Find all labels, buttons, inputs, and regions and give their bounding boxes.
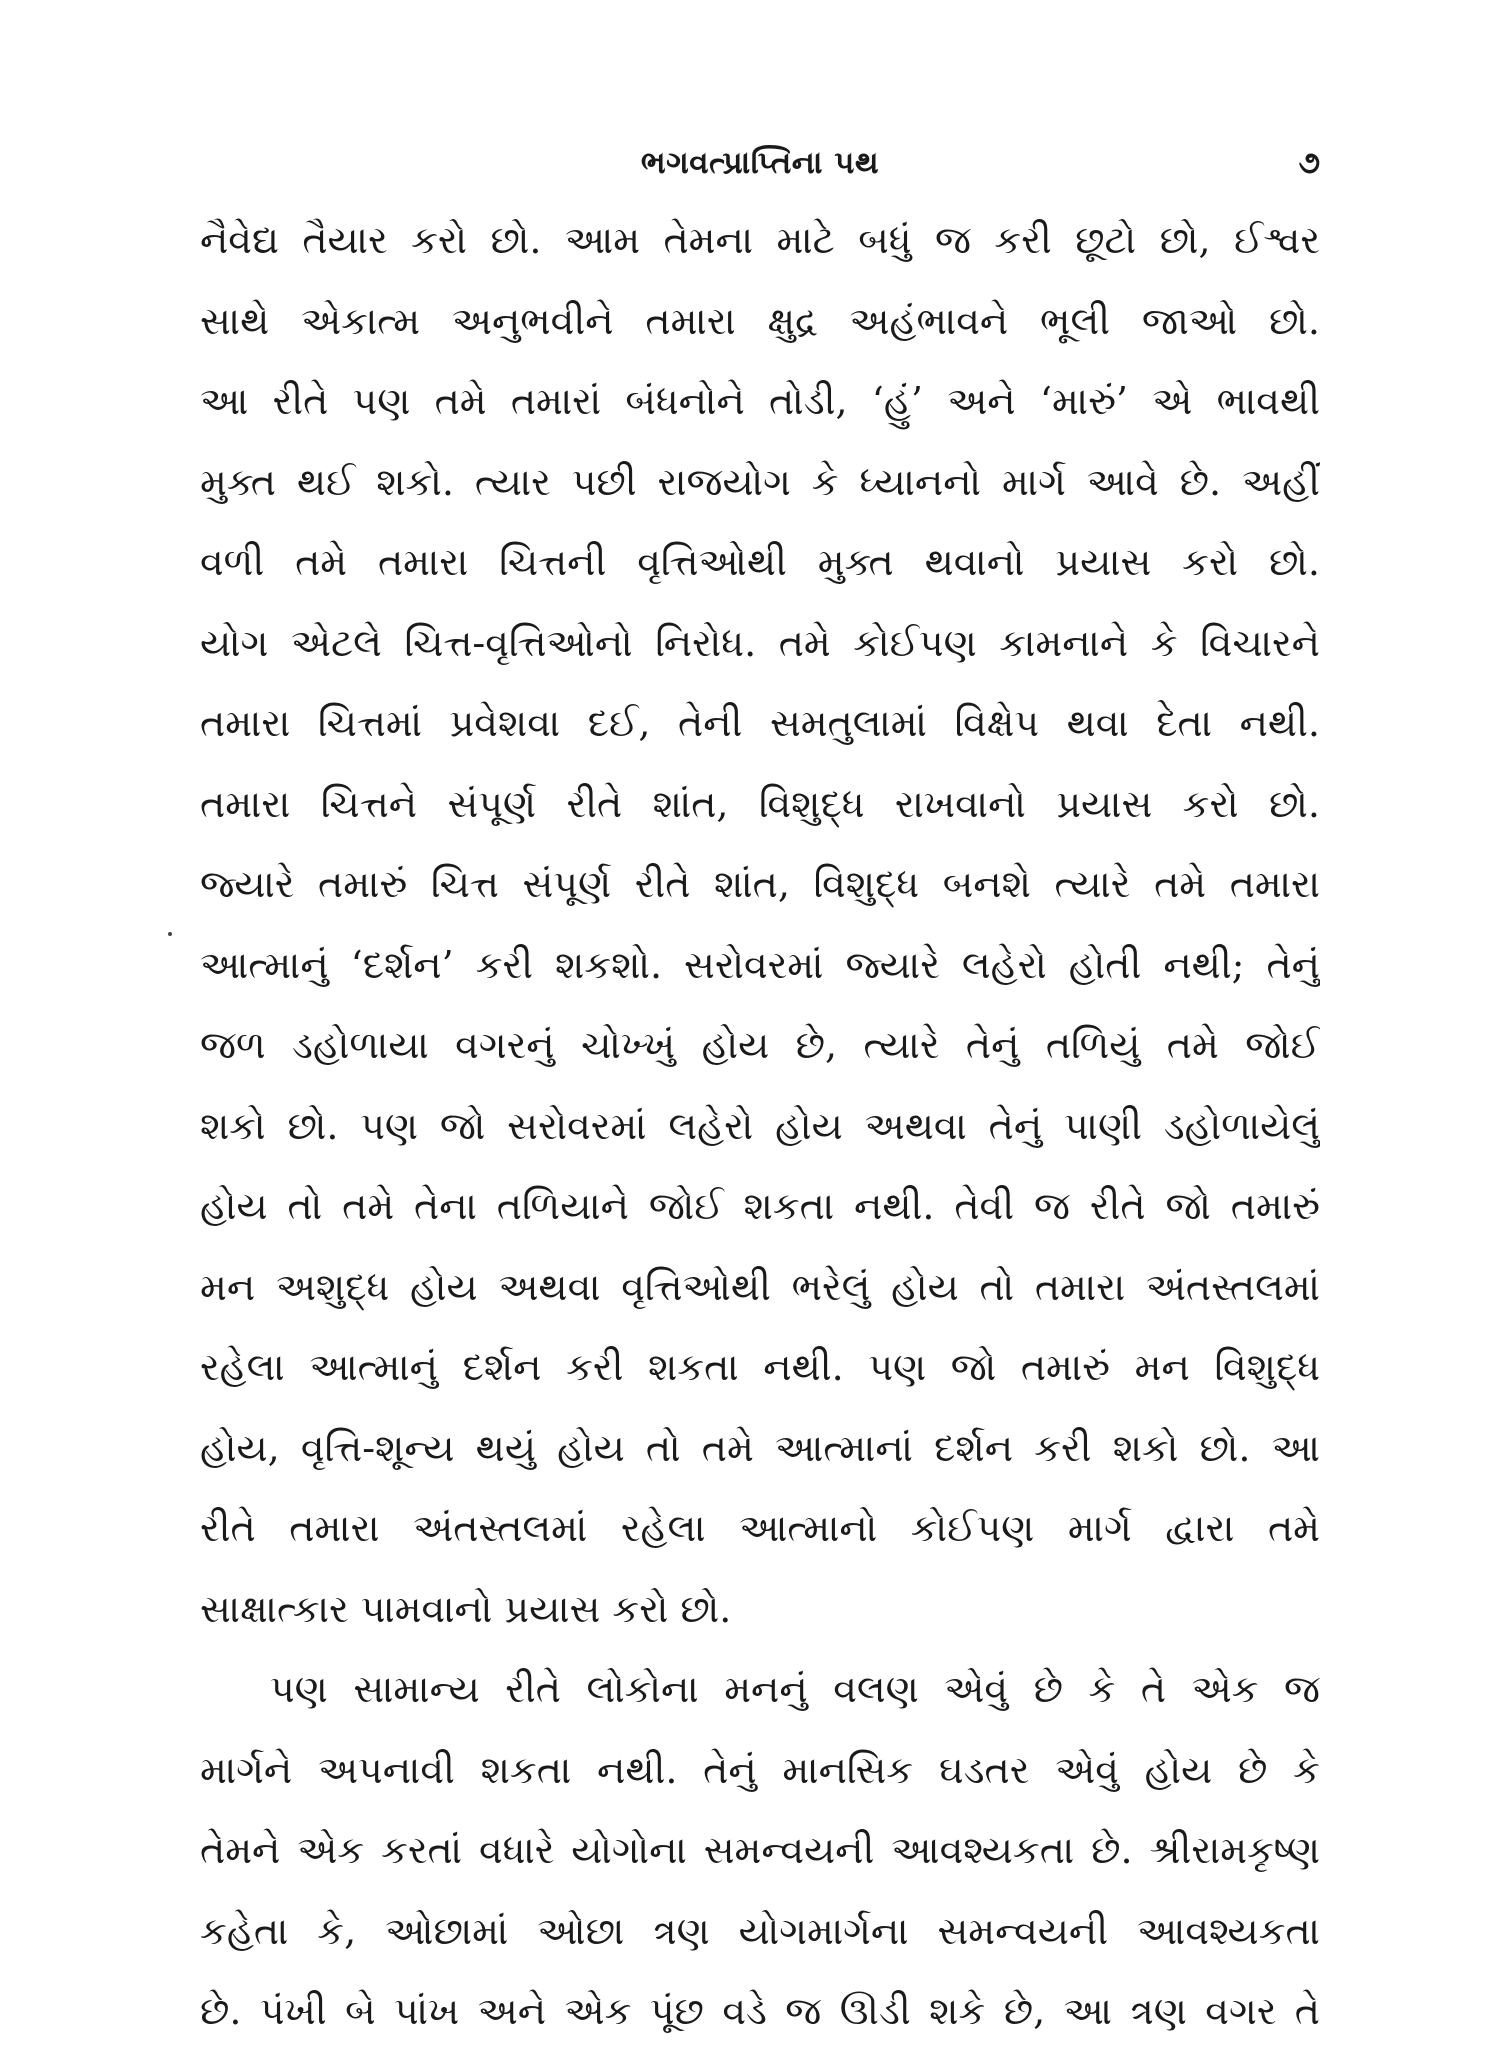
text-line: જળ ડહોળાયા વગરનું ચોખ્ખું હોય છે, ત્યારે તેનું તળિયું તમે જોઈ [200, 1023, 1320, 1067]
text-line: કહેતા કે, ઓછામાં ઓછા ત્રણ યોગમાર્ગના સમન્વયની આવશ્યકતા [200, 1908, 1320, 1953]
text-line: આ રીતે પણ તમે તમારાં બંધનોને તોડી, ‘હું’ અને ‘મારું’ એ ભાવથી [200, 379, 1320, 423]
text-line: માર્ગને અપનાવી શકતા નથી. તેનું માનસિક ઘડતર એવું હોય છે કે [200, 1747, 1320, 1792]
paragraph-1 [200, 200, 1320, 1649]
text-line: નૈવેદ્ય તૈયાર કરો છો. આમ તેમના માટે બધું જ કરી છૂટો છો, ઈશ્વર [200, 218, 1320, 262]
text-line: હોય, વૃત્તિ-શૂન્ય થયું હોય તો તમે આત્માનાં દર્શન કરી શકો છો. આ [200, 1425, 1320, 1470]
text-line: છે. પંખી બે પાંખ અને એક પૂંછ વડે જ ઊડી શકે છે, આ ત્રણ વગર તે [200, 1989, 1320, 2033]
text-line: આત્માનું ‘દર્શન’ કરી શકશો. સરોવરમાં જ્યારે લહેરો હોતી નથી; તેનું [200, 942, 1320, 987]
text-line: સાથે એકાત્મ અનુભવીને તમારા ક્ષુદ્ર અહંભાવને ભૂલી જાઓ છો. [200, 298, 1320, 343]
text-line: રહેલા આત્માનું દર્શન કરી શકતા નથી. પણ જો તમારું મન વિશુદ્ધ [200, 1345, 1320, 1389]
text-line: વળી તમે તમારા ચિત્તની વૃત્તિઓથી મુક્ત થવાનો પ્રયાસ કરો છો. [200, 540, 1320, 584]
text-line: જ્યારે તમારું ચિત્ત સંપૂર્ણ રીતે શાંત, વિશુદ્ધ બનશે ત્યારે તમે તમારા [200, 862, 1320, 906]
text-line: તમારા ચિત્તમાં પ્રવેશવા દઈ, તેની સમતુલામાં વિક્ષેપ થવા દેતા નથી. [200, 701, 1320, 745]
paragraph-2 [200, 1649, 1320, 2052]
text-line: સાક્ષાત્કાર પામવાનો પ્રયાસ કરો છો. [200, 1586, 732, 1631]
text-line: શકો છો. પણ જો સરોવરમાં લહેરો હોય અથવા તેનું પાણી ડહોળાયેલું [200, 1103, 1320, 1148]
text-line: યોગ એટલે ચિત્ત-વૃત્તિઓનો નિરોધ. તમે કોઈપણ કામનાને કે વિચારને [200, 620, 1320, 665]
text-line: પણ સામાન્ય રીતે લોકોના મનનું વલણ એવું છે કે તે એક જ [270, 1667, 1320, 1711]
running-header [200, 138, 1320, 188]
text-line: મન અશુદ્ધ હોય અથવા વૃત્તિઓથી ભરેલું હોય તો તમારા અંતસ્તલમાં [200, 1264, 1320, 1309]
ink-speck [168, 932, 172, 936]
text-line: મુક્ત થઈ શકો. ત્યાર પછી રાજયોગ કે ધ્યાનનો માર્ગ આવે છે. અહીં [200, 459, 1320, 504]
text-line: રીતે તમારા અંતસ્તલમાં રહેલા આત્માનો કોઈપણ માર્ગ દ્વારા તમે [200, 1506, 1320, 1550]
text-line: તેમને એક કરતાં વધારે યોગોના સમન્વયની આવશ્યકતા છે. શ્રીરામકૃષ્ણ [200, 1828, 1320, 1872]
page-number: ૭ [1298, 145, 1320, 181]
text-line: હોય તો તમે તેના તળિયાને જોઈ શકતા નથી. તેવી જ રીતે જો તમારું [200, 1184, 1320, 1228]
text-line: તમારા ચિત્તને સંપૂર્ણ રીતે શાંત, વિશુદ્ધ રાખવાનો પ્રયાસ કરો છો. [200, 781, 1320, 826]
body-text [200, 200, 1320, 2052]
running-title: ભગવત્પ્રાપ્તિના પથ [640, 145, 880, 181]
